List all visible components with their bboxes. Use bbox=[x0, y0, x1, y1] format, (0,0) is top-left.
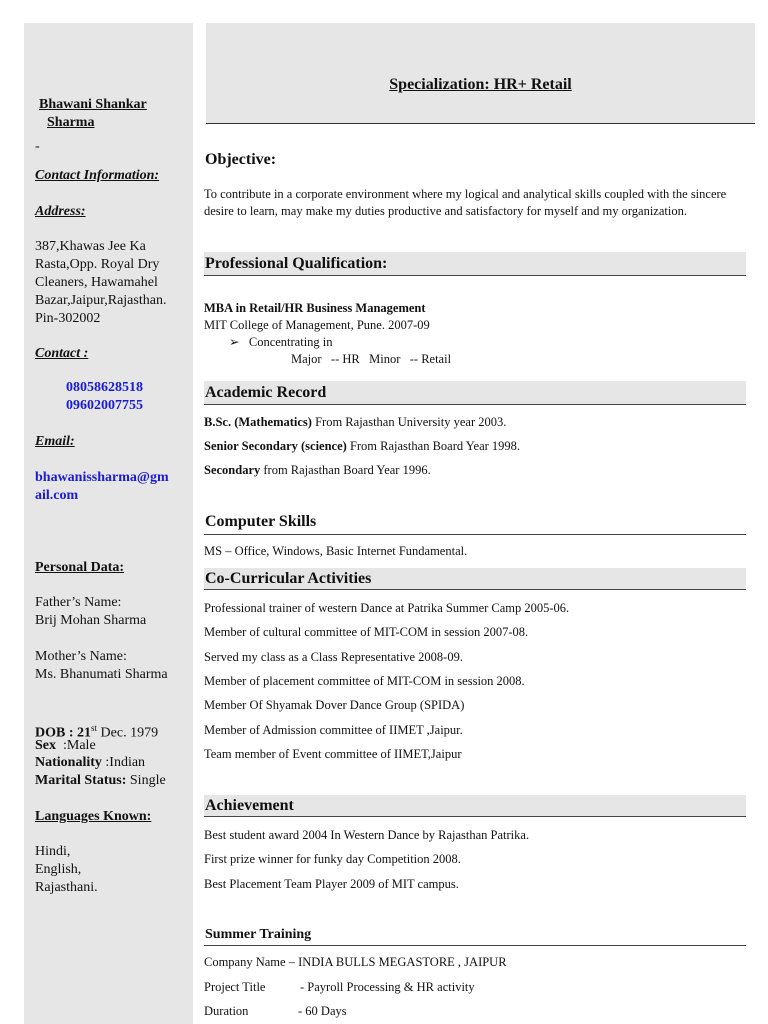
achievement-item: Best Placement Team Player 2009 of MIT campus. bbox=[204, 877, 459, 891]
cocurricular-title: Co-Curricular Activities bbox=[204, 568, 746, 590]
marital-value: Single bbox=[126, 773, 166, 788]
project-value: - Payroll Processing & HR activity bbox=[300, 980, 475, 994]
sex-label: Sex bbox=[35, 738, 56, 753]
project-label: Project Title bbox=[204, 980, 266, 994]
address-line: Rasta,Opp. Royal Dry bbox=[35, 257, 160, 272]
email-heading: Email: bbox=[35, 434, 75, 449]
training-project-row bbox=[204, 979, 475, 995]
academic-degree: B.Sc. (Mathematics) bbox=[204, 415, 312, 429]
achievement-title: Achievement bbox=[204, 795, 746, 817]
duration-value: - 60 Days bbox=[298, 1004, 347, 1018]
father-label: Father’s Name: bbox=[35, 595, 122, 610]
concentrating-row bbox=[229, 334, 333, 350]
dob-colon: : 21 bbox=[68, 725, 92, 741]
training-company: Company Name – INDIA BULLS MEGASTORE , JAIPUR bbox=[204, 955, 507, 969]
college: MIT College of Management, Pune. 2007-09 bbox=[204, 318, 430, 332]
objective-title: Objective: bbox=[205, 151, 277, 168]
phone-number[interactable]: 08058628518 bbox=[66, 380, 143, 395]
activity-item: Member of placement committee of MIT-COM in session 2008. bbox=[204, 674, 525, 688]
header-band bbox=[206, 23, 755, 124]
contact-info-heading: Contact Information: bbox=[35, 168, 160, 183]
training-title: Summer Training bbox=[204, 925, 746, 946]
phone-number[interactable]: 09602007755 bbox=[66, 398, 143, 413]
sex-row bbox=[35, 737, 96, 755]
language-item: Rajasthani. bbox=[35, 880, 98, 895]
activity-item: Served my class as a Class Representative 2008-09. bbox=[204, 650, 463, 664]
email-link-line-1[interactable]: bhawanissharma@gm bbox=[35, 470, 169, 485]
academic-row bbox=[204, 462, 431, 478]
academic-detail: From Rajasthan University year 2003. bbox=[311, 415, 507, 429]
academic-detail: From Rajasthan Board Year 1998. bbox=[346, 439, 521, 453]
computer-title: Computer Skills bbox=[204, 512, 746, 535]
sex-value: :Male bbox=[56, 738, 96, 753]
training-duration-row bbox=[204, 1003, 347, 1019]
objective-text: To contribute in a corporate environment where my logical and analytical skills coupled with the sincere desire to learn, may make my duties productive and satisfactory for myself and my organization. bbox=[204, 187, 727, 218]
activity-item: Member of cultural committee of MIT-COM in session 2007-08. bbox=[204, 625, 529, 639]
nationality-row bbox=[35, 754, 145, 772]
dob-sup: st bbox=[91, 723, 98, 733]
language-item: Hindi, bbox=[35, 844, 71, 859]
marital-label: Marital Status: bbox=[35, 773, 127, 788]
arrow-bullet-icon: ➢ bbox=[229, 335, 240, 349]
nationality-label: Nationality bbox=[35, 755, 102, 770]
address-heading: Address: bbox=[35, 204, 86, 219]
nationality-value: :Indian bbox=[101, 755, 146, 770]
academic-degree: Senior Secondary (science) bbox=[204, 439, 347, 453]
degree: MBA in Retail/HR Business Management bbox=[204, 301, 426, 315]
father-name: Brij Mohan Sharma bbox=[35, 613, 147, 628]
address-line: Cleaners, Hawamahel bbox=[35, 275, 158, 290]
languages-heading: Languages Known: bbox=[35, 809, 152, 824]
computer-text: MS – Office, Windows, Basic Internet Fundamental. bbox=[204, 544, 468, 558]
email-link-line-2[interactable]: ail.com bbox=[35, 488, 79, 503]
dob-label: DOB bbox=[35, 725, 66, 741]
duration-label: Duration bbox=[204, 1004, 249, 1018]
academic-row bbox=[204, 414, 506, 430]
activity-item: Professional trainer of western Dance at Patrika Summer Camp 2005-06. bbox=[204, 601, 570, 615]
concentrating-text: Concentrating in bbox=[248, 335, 333, 349]
address-line: Bazar,Jaipur,Rajasthan. bbox=[35, 293, 167, 308]
language-item: English, bbox=[35, 862, 82, 877]
contact-heading: Contact : bbox=[35, 346, 89, 361]
achievement-item: Best student award 2004 In Western Dance by Rajasthan Patrika. bbox=[204, 828, 530, 842]
dash: - bbox=[35, 139, 40, 154]
academic-title: Academic Record bbox=[204, 381, 746, 405]
address-line: 387,Khawas Jee Ka bbox=[35, 239, 146, 254]
personal-data-heading: Personal Data: bbox=[35, 560, 125, 575]
dob-value: Dec. 1979 bbox=[97, 725, 159, 741]
name-line-2: Sharma bbox=[47, 115, 95, 130]
academic-degree: Secondary bbox=[204, 463, 261, 477]
marital-row bbox=[35, 772, 166, 790]
name-line-1: Bhawani Shankar bbox=[39, 97, 147, 112]
address-line: Pin-302002 bbox=[35, 311, 101, 326]
achievement-item: First prize winner for funky day Competition 2008. bbox=[204, 852, 461, 866]
specialization-title: Specialization: HR+ Retail bbox=[389, 76, 572, 93]
professional-title: Professional Qualification: bbox=[204, 252, 746, 276]
activity-item: Team member of Event committee of IIMET,Jaipur bbox=[204, 747, 462, 761]
academic-row bbox=[204, 438, 520, 454]
mother-name: Ms. Bhanumati Sharma bbox=[35, 667, 168, 682]
activity-item: Member of Admission committee of IIMET ,Jaipur. bbox=[204, 723, 463, 737]
mother-label: Mother’s Name: bbox=[35, 649, 127, 664]
academic-detail: from Rajasthan Board Year 1996. bbox=[260, 463, 431, 477]
major-minor: Major -- HR Minor -- Retail bbox=[291, 352, 452, 366]
activity-item: Member Of Shyamak Dover Dance Group (SPIDA) bbox=[204, 698, 465, 712]
